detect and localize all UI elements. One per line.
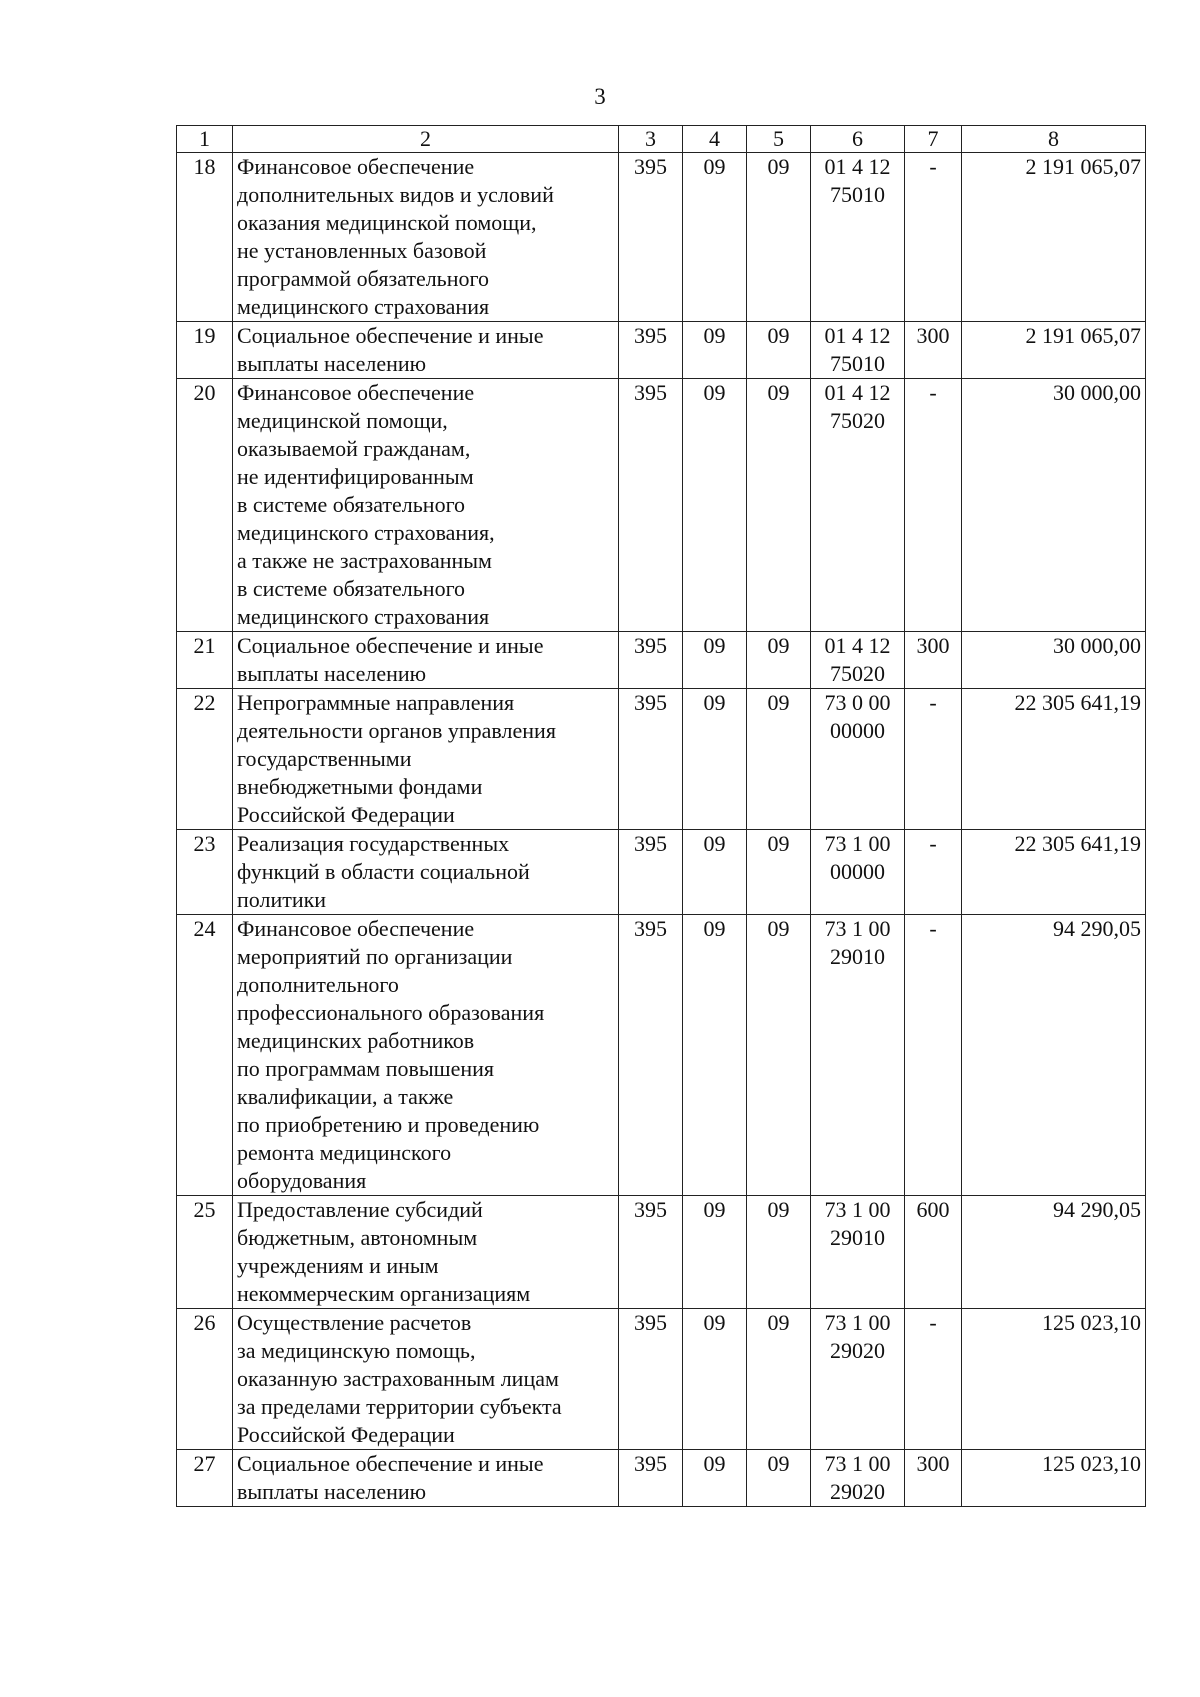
name-line: некоммерческим организациям [237, 1281, 531, 1306]
row-amount: 22 305 641,19 [962, 689, 1146, 830]
name-line: оказания медицинской помощи, [237, 210, 537, 235]
row-name [233, 830, 619, 915]
row-subsection-code: 09 [747, 322, 811, 379]
name-line: Финансовое обеспечение [237, 916, 475, 941]
row-ministry-code: 395 [619, 322, 683, 379]
row-ministry-code: 395 [619, 1309, 683, 1450]
row-subsection-code: 09 [747, 632, 811, 689]
row-amount: 2 191 065,07 [962, 153, 1146, 322]
row-ministry-code: 395 [619, 830, 683, 915]
row-number: 22 [177, 689, 233, 830]
row-subsection-code: 09 [747, 153, 811, 322]
name-line: Социальное обеспечение и иные [237, 323, 544, 348]
target-article-line: 29010 [830, 1225, 885, 1250]
row-amount: 94 290,05 [962, 1196, 1146, 1309]
row-name [233, 632, 619, 689]
name-line: а также не застрахованным [237, 548, 492, 573]
target-article-line: 73 0 00 [824, 690, 891, 715]
name-line: Финансовое обеспечение [237, 154, 475, 179]
table-row [177, 830, 1146, 915]
name-line: Предоставление субсидий [237, 1197, 483, 1222]
row-expense-type: - [905, 689, 962, 830]
row-expense-type: - [905, 915, 962, 1196]
name-line: выплаты населению [237, 1479, 427, 1504]
name-line: медицинского страхования [237, 294, 490, 319]
target-article-line: 75010 [830, 351, 885, 376]
table-row [177, 322, 1146, 379]
row-expense-type: 300 [905, 632, 962, 689]
row-target-article [811, 379, 905, 632]
row-number: 25 [177, 1196, 233, 1309]
row-number: 18 [177, 153, 233, 322]
target-article-line: 00000 [830, 718, 885, 743]
target-article-line: 73 1 00 [824, 1310, 891, 1335]
header-row [177, 126, 1146, 153]
table-row [177, 379, 1146, 632]
row-subsection-code: 09 [747, 830, 811, 915]
name-line: выплаты населению [237, 351, 427, 376]
target-article-line: 73 1 00 [824, 1197, 891, 1222]
row-expense-type: - [905, 153, 962, 322]
row-section-code: 09 [683, 915, 747, 1196]
name-line: профессионального образования [237, 1000, 545, 1025]
header-col-2: 2 [233, 126, 619, 153]
row-amount: 94 290,05 [962, 915, 1146, 1196]
table-row [177, 153, 1146, 322]
row-number: 26 [177, 1309, 233, 1450]
table-row [177, 1196, 1146, 1309]
name-line: оказанную застрахованным лицам [237, 1366, 559, 1391]
target-article-line: 29010 [830, 944, 885, 969]
target-article-line: 01 4 12 [824, 154, 891, 179]
row-subsection-code: 09 [747, 689, 811, 830]
row-ministry-code: 395 [619, 632, 683, 689]
row-ministry-code: 395 [619, 379, 683, 632]
name-line: деятельности органов управления [237, 718, 556, 743]
header-col-7: 7 [905, 126, 962, 153]
row-subsection-code: 09 [747, 379, 811, 632]
target-article-line: 01 4 12 [824, 633, 891, 658]
row-name [233, 1309, 619, 1450]
name-line: медицинского страхования, [237, 520, 495, 545]
row-target-article [811, 322, 905, 379]
name-line: функций в области социальной [237, 859, 530, 884]
name-line: Реализация государственных [237, 831, 510, 856]
row-name [233, 689, 619, 830]
name-line: Непрограммные направления [237, 690, 515, 715]
row-target-article [811, 830, 905, 915]
table-row [177, 915, 1146, 1196]
row-expense-type: - [905, 1309, 962, 1450]
row-expense-type: - [905, 379, 962, 632]
row-target-article [811, 153, 905, 322]
target-article-line: 29020 [830, 1338, 885, 1363]
name-line: программой обязательного [237, 266, 489, 291]
name-line: за медицинскую помощь, [237, 1338, 476, 1363]
target-article-line: 73 1 00 [824, 831, 891, 856]
row-number: 27 [177, 1450, 233, 1507]
header-col-5: 5 [747, 126, 811, 153]
target-article-line: 73 1 00 [824, 916, 891, 941]
table-row [177, 689, 1146, 830]
header-col-4: 4 [683, 126, 747, 153]
name-line: квалификации, а также [237, 1084, 454, 1109]
header-col-3: 3 [619, 126, 683, 153]
row-name [233, 1196, 619, 1309]
row-ministry-code: 395 [619, 689, 683, 830]
row-subsection-code: 09 [747, 1309, 811, 1450]
row-ministry-code: 395 [619, 1450, 683, 1507]
row-section-code: 09 [683, 1450, 747, 1507]
name-line: выплаты населению [237, 661, 427, 686]
row-expense-type: 600 [905, 1196, 962, 1309]
row-expense-type: 300 [905, 1450, 962, 1507]
row-number: 24 [177, 915, 233, 1196]
name-line: государственными [237, 746, 412, 771]
row-name [233, 322, 619, 379]
row-section-code: 09 [683, 153, 747, 322]
name-line: Осуществление расчетов [237, 1310, 472, 1335]
target-article-line: 75010 [830, 182, 885, 207]
name-line: медицинской помощи, [237, 408, 448, 433]
row-section-code: 09 [683, 632, 747, 689]
row-section-code: 09 [683, 1309, 747, 1450]
target-article-line: 00000 [830, 859, 885, 884]
name-line: в системе обязательного [237, 576, 466, 601]
name-line: Российской Федерации [237, 802, 455, 827]
target-article-line: 75020 [830, 661, 885, 686]
row-amount: 125 023,10 [962, 1309, 1146, 1450]
row-subsection-code: 09 [747, 915, 811, 1196]
table-row [177, 1450, 1146, 1507]
name-line: бюджетным, автономным [237, 1225, 478, 1250]
row-section-code: 09 [683, 1196, 747, 1309]
target-article-line: 01 4 12 [824, 380, 891, 405]
row-target-article [811, 632, 905, 689]
name-line: Российской Федерации [237, 1422, 455, 1447]
row-name [233, 379, 619, 632]
row-ministry-code: 395 [619, 1196, 683, 1309]
row-section-code: 09 [683, 322, 747, 379]
name-line: дополнительных видов и условий [237, 182, 554, 207]
target-article-line: 01 4 12 [824, 323, 891, 348]
name-line: дополнительного [237, 972, 399, 997]
name-line: мероприятий по организации [237, 944, 513, 969]
row-subsection-code: 09 [747, 1450, 811, 1507]
row-amount: 125 023,10 [962, 1450, 1146, 1507]
row-section-code: 09 [683, 379, 747, 632]
name-line: медицинских работников [237, 1028, 475, 1053]
row-expense-type: 300 [905, 322, 962, 379]
row-number: 20 [177, 379, 233, 632]
row-subsection-code: 09 [747, 1196, 811, 1309]
name-line: за пределами территории субъекта [237, 1394, 562, 1419]
row-amount: 30 000,00 [962, 632, 1146, 689]
row-target-article [811, 1196, 905, 1309]
row-number: 19 [177, 322, 233, 379]
row-number: 21 [177, 632, 233, 689]
name-line: оборудования [237, 1168, 367, 1193]
row-expense-type: - [905, 830, 962, 915]
name-line: Социальное обеспечение и иные [237, 633, 544, 658]
row-target-article [811, 915, 905, 1196]
name-line: в системе обязательного [237, 492, 466, 517]
name-line: не идентифицированным [237, 464, 474, 489]
name-line: учреждениям и иным [237, 1253, 439, 1278]
table-row [177, 632, 1146, 689]
target-article-line: 73 1 00 [824, 1451, 891, 1476]
name-line: ремонта медицинского [237, 1140, 452, 1165]
header-col-8: 8 [962, 126, 1146, 153]
row-amount: 2 191 065,07 [962, 322, 1146, 379]
name-line: внебюджетными фондами [237, 774, 483, 799]
page-number: 3 [594, 84, 606, 109]
row-target-article [811, 689, 905, 830]
row-name [233, 153, 619, 322]
name-line: Социальное обеспечение и иные [237, 1451, 544, 1476]
target-article-line: 75020 [830, 408, 885, 433]
name-line: не установленных базовой [237, 238, 487, 263]
header-col-6: 6 [811, 126, 905, 153]
row-target-article [811, 1450, 905, 1507]
row-ministry-code: 395 [619, 915, 683, 1196]
row-number: 23 [177, 830, 233, 915]
row-amount: 22 305 641,19 [962, 830, 1146, 915]
row-section-code: 09 [683, 830, 747, 915]
name-line: по приобретению и проведению [237, 1112, 540, 1137]
row-target-article [811, 1309, 905, 1450]
name-line: по программам повышения [237, 1056, 495, 1081]
row-name [233, 1450, 619, 1507]
name-line: Финансовое обеспечение [237, 380, 475, 405]
table-row [177, 1309, 1146, 1450]
name-line: медицинского страхования [237, 604, 490, 629]
row-name [233, 915, 619, 1196]
row-ministry-code: 395 [619, 153, 683, 322]
name-line: оказываемой гражданам, [237, 436, 471, 461]
header-col-1: 1 [177, 126, 233, 153]
name-line: политики [237, 887, 327, 912]
row-amount: 30 000,00 [962, 379, 1146, 632]
target-article-line: 29020 [830, 1479, 885, 1504]
row-section-code: 09 [683, 689, 747, 830]
budget-table [176, 125, 1146, 1507]
